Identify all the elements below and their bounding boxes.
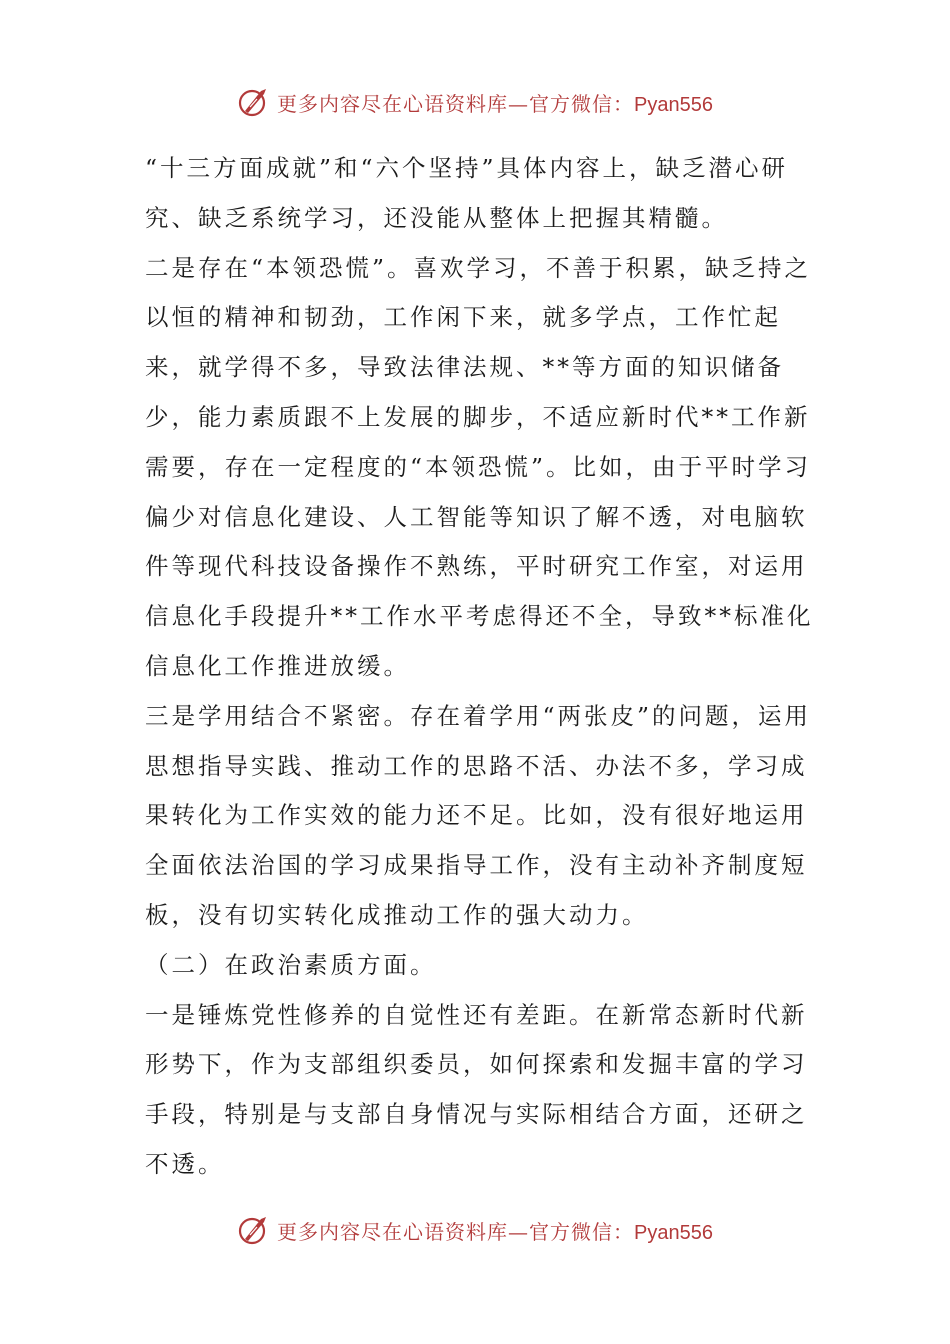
quill-pen-logo-icon [237, 1213, 271, 1247]
paragraph-party-spirit: 一是锤炼党性修养的自觉性还有差距。在新常态新时代新形势下，作为支部组织委员，如何探索和发掘丰富的学习手段，特别是与支部自身情况与实际相结合方面，还研之不透。 [145, 1000, 808, 1178]
banner-text: 更多内容尽在心语资料库—官方微信：Pyan556 [277, 1219, 713, 1244]
banner-text: 更多内容尽在心语资料库—官方微信：Pyan556 [277, 91, 713, 116]
wechat-id: Pyan556 [634, 93, 713, 116]
section-heading-political-quality: （二）在政治素质方面。 [145, 950, 437, 979]
document-body [145, 144, 815, 1190]
wechat-id: Pyan556 [634, 1221, 713, 1244]
footer-watermark-banner [0, 1210, 950, 1250]
paragraph-study-application: 三是学用结合不紧密。存在着学用“两张皮”的问题，运用思想指导实践、推动工作的思路不活、办法不多，学习成果转化为工作实效的能力还不足。比如，没有很好地运用全面依法治国的学习成果指导工作，没有主动补齐制度短板，没有切实转化成推动工作的强大动力。 [145, 701, 812, 929]
paragraph-skill-panic: 二是存在“本领恐慌”。喜欢学习，不善于积累，缺乏持之以恒的精神和韧劲，工作闲下来，就多学点，工作忙起来，就学得不多，导致法律法规、**等方面的知识储备少，能力素质跟不上发展的脚步，不适应新时代**工作新需要，存在一定程度的“本领恐慌”。比如，由于平时学习偏少对信息化建设、人工智能等知识了解不透，对电脑软件等现代科技设备操作不熟练，平时研究工作室，对运用信息化手段提升**工作水平考虑得还不全，导致**标准化信息化工作推进放缓。 [145, 253, 814, 680]
paragraph-continuation: “十三方面成就”和“六个坚持”具体内容上，缺乏潜心研究、缺乏系统学习，还没能从整体上把握其精髓。 [145, 154, 789, 232]
quill-pen-logo-icon [237, 85, 271, 119]
header-watermark-banner [0, 82, 950, 122]
